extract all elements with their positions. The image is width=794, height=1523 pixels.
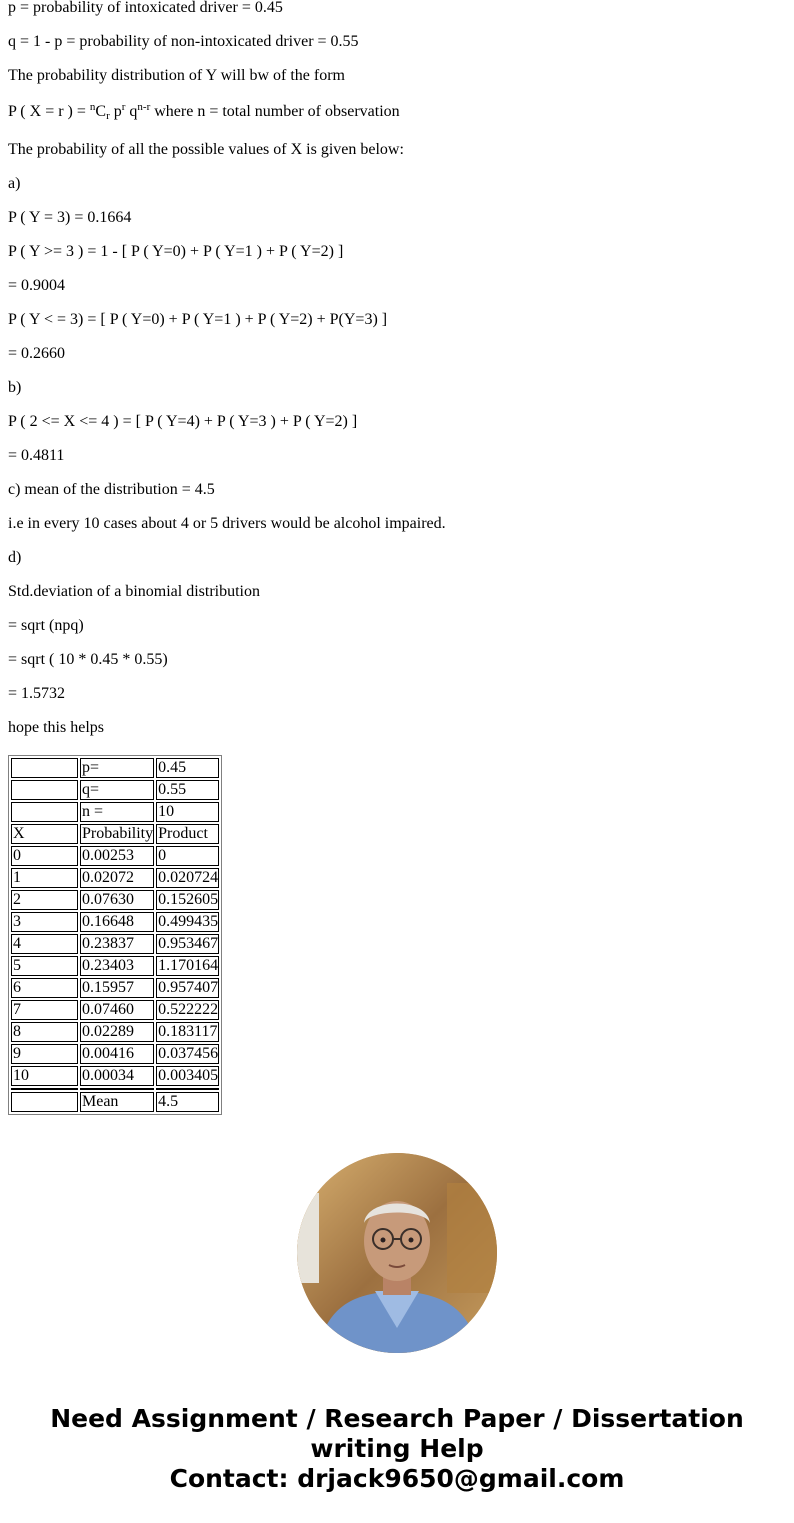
table-cell: 4.5 — [156, 1092, 219, 1112]
table-cell — [11, 758, 78, 778]
table-cell: 0.23837 — [80, 934, 154, 954]
table-cell: 0.00416 — [80, 1044, 154, 1064]
table-cell: 10 — [156, 802, 219, 822]
table-row — [11, 978, 219, 998]
table-param-row — [11, 802, 219, 822]
text-line-std-calc: = sqrt ( 10 * 0.45 * 0.55) — [8, 651, 168, 668]
formula-sub-r: r — [106, 110, 110, 122]
table-cell: 0.037456 — [158, 1045, 219, 1062]
text-line-mean: c) mean of the distribution = 4.5 — [8, 481, 215, 498]
table-cell: 6 — [11, 978, 78, 998]
text-line-py-le3: P ( Y < = 3) = [ P ( Y=0) + P ( Y=1 ) + P ( Y=2) + P(Y=3) ] — [8, 311, 388, 328]
table-cell: p= — [80, 758, 154, 778]
table-cell: 0.55 — [156, 780, 219, 800]
table-cell: q= — [80, 780, 154, 800]
table-cell: X — [11, 824, 78, 844]
text-line-std-title: Std.deviation of a binomial distribution — [8, 583, 260, 600]
text-line-interpretation: i.e in every 10 cases about 4 or 5 drivers would be alcohol impaired. — [8, 515, 446, 532]
table-cell: Product — [156, 824, 219, 844]
author-avatar — [297, 1153, 497, 1353]
formula-sup-n: n — [89, 101, 96, 113]
formula-p: p — [109, 103, 122, 120]
table-row — [11, 912, 219, 932]
table-cell: 0.953467 — [158, 935, 219, 952]
text-line-values-intro: The probability of all the possible values of X is given below: — [8, 141, 404, 158]
table-cell: 1 — [11, 868, 78, 888]
table-header-row — [11, 824, 219, 844]
footer-contact-email: Contact: drjack9650@gmail.com — [169, 1464, 625, 1493]
table-cell: 3 — [11, 912, 78, 932]
text-line-py-ge3: P ( Y >= 3 ) = 1 - [ P ( Y=0) + P ( Y=1 ) + P ( Y=2) ] — [8, 243, 344, 260]
binomial-formula — [8, 100, 788, 140]
solution-text — [8, 0, 788, 752]
table-row — [11, 846, 219, 866]
table-cell: 9 — [11, 1044, 78, 1064]
formula-tail: where n = total number of observation — [150, 103, 400, 120]
probability-table — [8, 755, 222, 1115]
table-cell: 0.02289 — [80, 1022, 154, 1042]
table-cell: Probability — [82, 825, 154, 842]
table-param-row — [11, 780, 219, 800]
part-b-label: b) — [8, 379, 22, 396]
author-photo-illustration — [297, 1153, 497, 1353]
table-cell: 0.15957 — [80, 978, 154, 998]
part-a-label: a) — [8, 175, 21, 192]
table-param-row — [11, 758, 219, 778]
table-cell — [11, 780, 78, 800]
table-row — [11, 956, 219, 976]
table-cell: 4 — [11, 934, 78, 954]
table-cell — [156, 1088, 219, 1090]
table-row — [11, 890, 219, 910]
table-cell: 8 — [11, 1022, 78, 1042]
table-row — [11, 1066, 219, 1086]
table-cell — [11, 1088, 78, 1090]
text-line-distribution: The probability distribution of Y will bw of the form — [8, 67, 345, 84]
table-cell: 0.23403 — [80, 956, 154, 976]
text-line-py-ge3-result: = 0.9004 — [8, 277, 66, 294]
formula-sup-nr: n-r — [137, 101, 151, 113]
part-d-label: d) — [8, 549, 22, 566]
table-cell: 0.00253 — [80, 846, 154, 866]
table-cell: Mean — [80, 1092, 154, 1112]
table-row — [11, 1044, 219, 1064]
table-cell: 0.003405 — [158, 1067, 219, 1084]
text-line-py-le3-result: = 0.2660 — [8, 345, 66, 362]
table-cell: 0.183117 — [158, 1023, 218, 1040]
table-cell: 7 — [11, 1000, 78, 1020]
table-cell: 0.499435 — [158, 913, 219, 930]
table-cell: 0.07460 — [80, 1000, 154, 1020]
table-cell: 0.16648 — [80, 912, 154, 932]
table-cell: n = — [80, 802, 154, 822]
table-cell: 0 — [156, 846, 219, 866]
table-row — [11, 1022, 219, 1042]
table-cell: 10 — [11, 1066, 78, 1086]
table-cell — [11, 1092, 78, 1112]
table-cell — [80, 1088, 154, 1090]
text-line-closing: hope this helps — [8, 719, 104, 736]
table-cell: 0.957407 — [158, 979, 219, 996]
table-separator-row — [11, 1088, 219, 1090]
table-cell: 0.152605 — [158, 891, 219, 908]
table-row — [11, 934, 219, 954]
footer-contact — [0, 1404, 794, 1494]
table-cell — [11, 802, 78, 822]
table-cell: 5 — [11, 956, 78, 976]
table-row — [11, 868, 219, 888]
table-cell: 0.522222 — [158, 1001, 219, 1018]
text-line-p2to4: P ( 2 <= X <= 4 ) = [ P ( Y=4) + P ( Y=3 ) + P ( Y=2) ] — [8, 413, 358, 430]
formula-q: q — [125, 103, 138, 120]
table-cell: 2 — [11, 890, 78, 910]
text-line-q: q = 1 - p = probability of non-intoxicated driver = 0.55 — [8, 33, 359, 50]
formula-lhs: P ( X = r ) = — [8, 103, 90, 120]
footer-line-1: Need Assignment / Research Paper / Dissertation — [50, 1404, 744, 1433]
footer-line-2: writing Help — [310, 1434, 484, 1463]
table-cell: 0.07630 — [80, 890, 154, 910]
table-row — [11, 1000, 219, 1020]
text-line-py3: P ( Y = 3) = 0.1664 — [8, 209, 132, 226]
text-line-std-formula: = sqrt (npq) — [8, 617, 84, 634]
formula-c: C — [95, 103, 107, 120]
table-mean-row — [11, 1092, 219, 1112]
table-cell: 0.00034 — [80, 1066, 154, 1086]
table-cell: 1.170164 — [158, 957, 219, 974]
formula-sup-r: r — [121, 101, 126, 113]
table-cell: 0.45 — [156, 758, 219, 778]
table-cell: 0.020724 — [158, 869, 219, 886]
text-line-p: p = probability of intoxicated driver = 0.45 — [8, 0, 283, 16]
text-line-std-result: = 1.5732 — [8, 685, 66, 702]
table-cell: 0.02072 — [80, 868, 154, 888]
table-cell: 0 — [11, 846, 78, 866]
text-line-p2to4-result: = 0.4811 — [8, 447, 65, 464]
